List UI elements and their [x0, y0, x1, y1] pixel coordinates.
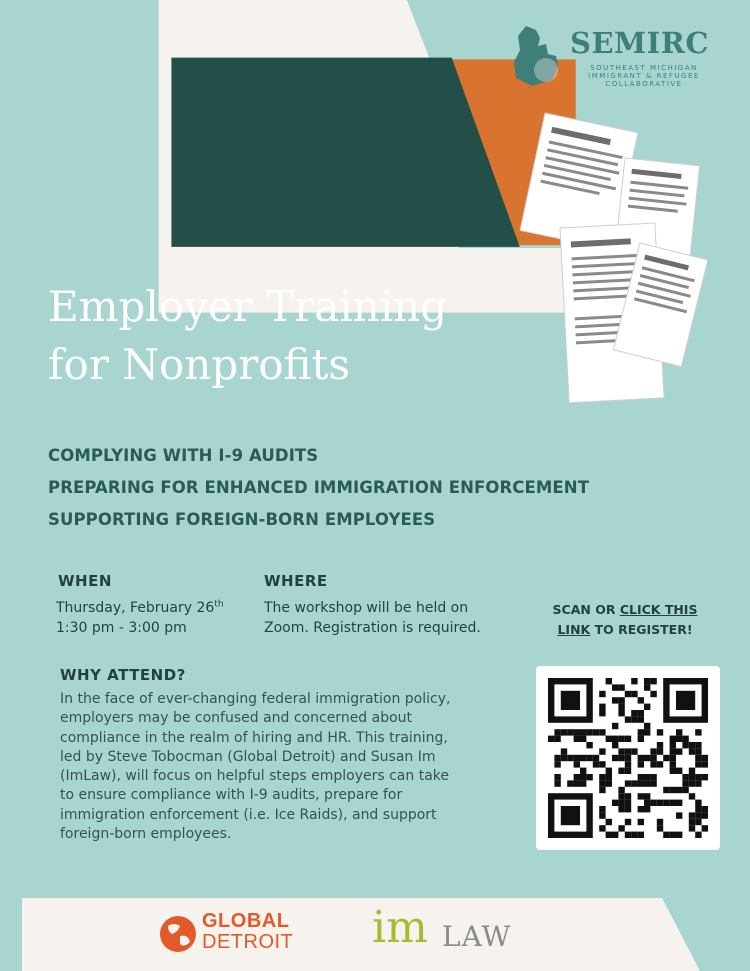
why-line: immigration enforcement (i.e. Ice Raids), and support	[60, 806, 437, 823]
semirc-tagline: SOUTHEAST MICHIGAN IMMIGRANT & REFUGEE COLLABORATIVE	[588, 64, 700, 88]
register-pre: SCAN OR	[552, 602, 620, 617]
imlaw-logo	[372, 902, 542, 958]
where-line-1: The workshop will be held on	[264, 600, 469, 616]
page-title	[48, 278, 568, 394]
why-line: compliance in the realm of hiring and HR. This training,	[60, 729, 448, 746]
where-label: WHERE	[264, 572, 328, 590]
globe-icon	[158, 914, 198, 954]
why-line: In the face of ever-changing federal immigration policy,	[60, 691, 451, 707]
when-time: 1:30 pm - 3:00 pm	[56, 620, 187, 636]
when-label: WHEN	[58, 572, 112, 590]
why-line: led by Steve Tobocman (Global Detroit) and Susan Im	[60, 748, 436, 765]
register-post: TO REGISTER!	[590, 622, 693, 637]
where-line-2: Zoom. Registration is required.	[264, 620, 481, 636]
why-line: foreign-born employees.	[60, 826, 232, 843]
register-link[interactable]: CLICK THIS LINK	[557, 602, 698, 637]
register-prompt	[540, 600, 710, 640]
why-line: (ImLaw), will focus on helpful steps employers can take	[60, 768, 449, 785]
topic-1: COMPLYING WITH I-9 AUDITS	[48, 446, 319, 465]
qr-code-icon	[536, 666, 720, 850]
semirc-name: SEMIRC	[570, 26, 709, 60]
why-line: employers may be confused and concerned about	[60, 710, 413, 727]
topic-2: PREPARING FOR ENHANCED IMMIGRATION ENFORCEMENT	[48, 478, 590, 497]
title-line-1: Employer Training	[48, 282, 448, 331]
why-label: WHY ATTEND?	[60, 666, 186, 684]
when-date: Thursday, February 26	[56, 600, 215, 616]
semirc-logo	[512, 22, 712, 92]
when-details	[56, 598, 261, 638]
when-date-suffix: th	[214, 599, 224, 610]
title-line-2: for Nonprofits	[48, 340, 351, 389]
global-word: GLOBAL	[202, 910, 290, 932]
why-line: to ensure compliance with I-9 audits, prepare for	[60, 787, 403, 804]
detroit-word: DETROIT	[202, 931, 294, 953]
michigan-map-icon	[512, 22, 568, 88]
law-word: LAW	[442, 920, 512, 953]
where-details	[264, 598, 529, 638]
qr-code[interactable]	[536, 666, 720, 850]
topic-3: SUPPORTING FOREIGN-BORN EMPLOYEES	[48, 510, 436, 529]
im-word: im	[372, 902, 428, 953]
global-detroit-logo	[158, 912, 308, 956]
why-body	[60, 690, 520, 844]
